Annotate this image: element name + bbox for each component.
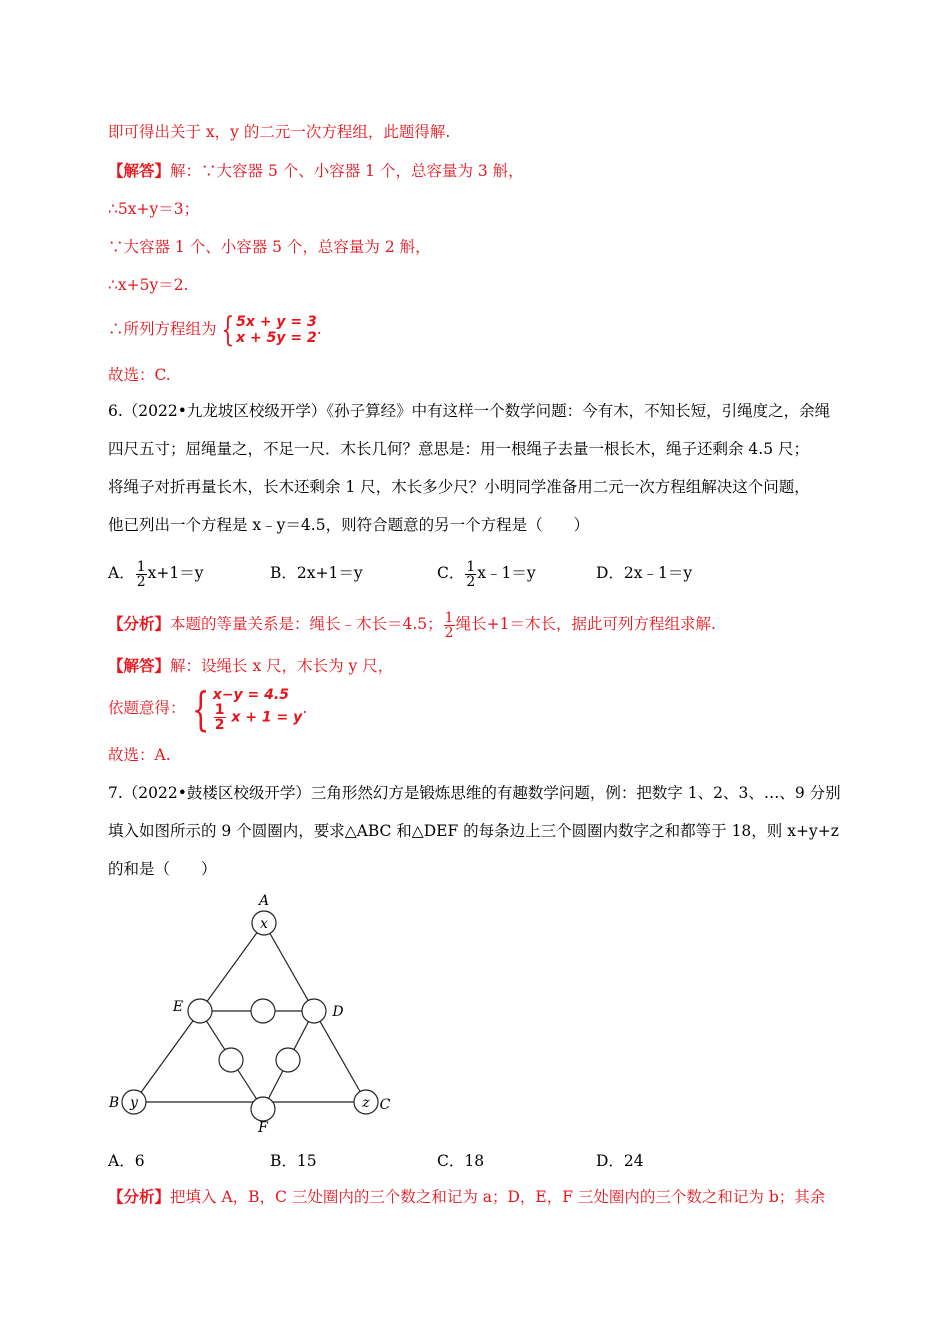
vertex-b-label: B xyxy=(108,1095,120,1111)
fraction-num: 1 xyxy=(136,558,146,575)
choice-line: 故选：C. xyxy=(108,366,171,384)
circle-d xyxy=(302,999,326,1023)
vertex-d-label: D xyxy=(332,1004,344,1020)
choice-line: 故选：A. xyxy=(108,746,171,764)
option-b[interactable]: B．2x+1＝y xyxy=(270,564,363,582)
answer-line xyxy=(108,656,393,676)
system-row-rest: x + 1 = y xyxy=(231,709,303,725)
circle-x-label: x xyxy=(260,916,268,932)
fraction-den: 2 xyxy=(136,573,146,590)
system-prefix: ∴所列方程组为 xyxy=(108,320,217,338)
option-text: x+1＝y xyxy=(147,564,204,582)
analysis-tag: 【分析】 xyxy=(108,1187,171,1206)
answer-text: 解：∵大容器 5 个、小容器 1 个，总容量为 3 斛， xyxy=(170,162,524,180)
analysis-text: 把填入 A，B，C 三处圈内的三个数之和记为 a；D，E，F 三处圈内的三个数之和记为 b；其余 xyxy=(170,1188,826,1206)
fraction-den: 2 xyxy=(466,573,476,590)
circle-mid-df xyxy=(276,1048,300,1072)
system-row: 5x + y = 3 xyxy=(236,314,317,330)
analysis-line xyxy=(108,1187,825,1207)
analysis-continuation: 即可得出关于 x，y 的二元一次方程组，此题得解. xyxy=(108,123,451,141)
vertex-c-label: C xyxy=(379,1097,391,1113)
question-6-line: 将绳子对折再量长木，长木还剩余 1 尺，木长多少尺？小明同学准备用二元一次方程组解决这个问题， xyxy=(108,478,810,496)
question-6-line: 四尺五寸；屈绳量之，不足一尺．木长几何？意思是：用一根绳子去量一根长木，绳子还剩余 4.5 尺； xyxy=(108,440,810,458)
brace-icon: { xyxy=(220,310,234,350)
question-6-line: 6.（2022•九龙坡区校级开学）《孙子算经》中有这样一个数学问题：今有木，不知长短，引绳度之，余绳 xyxy=(108,402,831,420)
fraction-num: 1 xyxy=(214,701,225,718)
analysis-line xyxy=(108,607,716,641)
system-prefix: 依题意得： xyxy=(108,699,186,717)
circle-mid-ef xyxy=(219,1048,243,1072)
equation-1: ∴5x+y＝3； xyxy=(108,200,200,218)
option-d[interactable]: D．24 xyxy=(596,1152,644,1170)
equation-2: ∴x+5y＝2. xyxy=(108,276,189,294)
condition-2: ∵大容器 1 个、小容器 5 个，总容量为 2 斛， xyxy=(108,238,431,256)
fraction xyxy=(444,611,455,640)
circle-z-label: z xyxy=(362,1095,370,1111)
fraction xyxy=(214,703,226,732)
fraction xyxy=(465,560,476,589)
vertex-a-label: A xyxy=(258,893,270,909)
circle-f xyxy=(251,1097,275,1121)
question-6-line: 他已列出一个方程是 x﹣y＝4.5，则符合题意的另一个方程是（ ） xyxy=(108,516,590,534)
fraction-den: 2 xyxy=(444,624,454,641)
circle-mid-ed xyxy=(251,999,275,1023)
equation-system xyxy=(236,314,317,346)
fraction-num: 1 xyxy=(444,609,454,626)
system-line: ∴所列方程组为 { 5x + y = 3 x + 5y = 2 . xyxy=(108,310,322,350)
fraction xyxy=(136,560,147,589)
answer-text: 解：设绳长 x 尺，木长为 y 尺， xyxy=(170,657,394,675)
equation-system xyxy=(213,687,302,732)
fraction-num: 1 xyxy=(466,558,476,575)
analysis-tag: 【分析】 xyxy=(108,614,171,633)
option-a[interactable] xyxy=(108,556,203,590)
question-7-line: 填入如图所示的 9 个圆圈内，要求△ABC 和△DEF 的每条边上三个圆圈内数字之和都等于 18，则 x+y+z xyxy=(108,822,839,840)
system-row: x−y = 4.5 xyxy=(212,686,289,703)
system-row xyxy=(213,703,302,732)
option-c[interactable] xyxy=(437,556,536,590)
option-label: A． xyxy=(108,564,135,582)
option-b[interactable]: B．15 xyxy=(270,1152,317,1170)
question-7-line: 7.（2022•鼓楼区校级开学）三角形然幻方是锻炼思维的有趣数学问题，例：把数字 1、2、3、…、9 分别 xyxy=(108,784,841,802)
analysis-text: 绳长+1＝木长，据此可列方程组求解. xyxy=(455,615,716,633)
option-text: x﹣1＝y xyxy=(477,564,536,582)
answer-tag: 【解答】 xyxy=(108,161,171,180)
magic-triangle-diagram xyxy=(100,885,410,1135)
option-c[interactable]: C．18 xyxy=(437,1152,485,1170)
answer-tag: 【解答】 xyxy=(108,656,171,675)
question-7-line: 的和是（ ） xyxy=(108,860,217,878)
circle-y-label: y xyxy=(130,1095,138,1111)
vertex-f-label: F xyxy=(258,1120,268,1135)
vertex-e-label: E xyxy=(172,999,184,1015)
system-row: x + 5y = 2 xyxy=(236,330,317,346)
fraction-den: 2 xyxy=(214,716,225,733)
option-a[interactable]: A．6 xyxy=(108,1152,145,1170)
option-d[interactable]: D．2x﹣1＝y xyxy=(596,564,693,582)
analysis-text: 本题的等量关系是：绳长﹣木长＝4.5； xyxy=(170,615,443,633)
circle-e xyxy=(188,999,212,1023)
answer-line xyxy=(108,161,524,181)
brace-icon: { xyxy=(191,682,209,736)
option-label: C． xyxy=(437,564,465,582)
system-line: 依题意得： { x−y = 4.5 $\frac{1}{2}$ x + 1 = y . xyxy=(108,682,308,736)
